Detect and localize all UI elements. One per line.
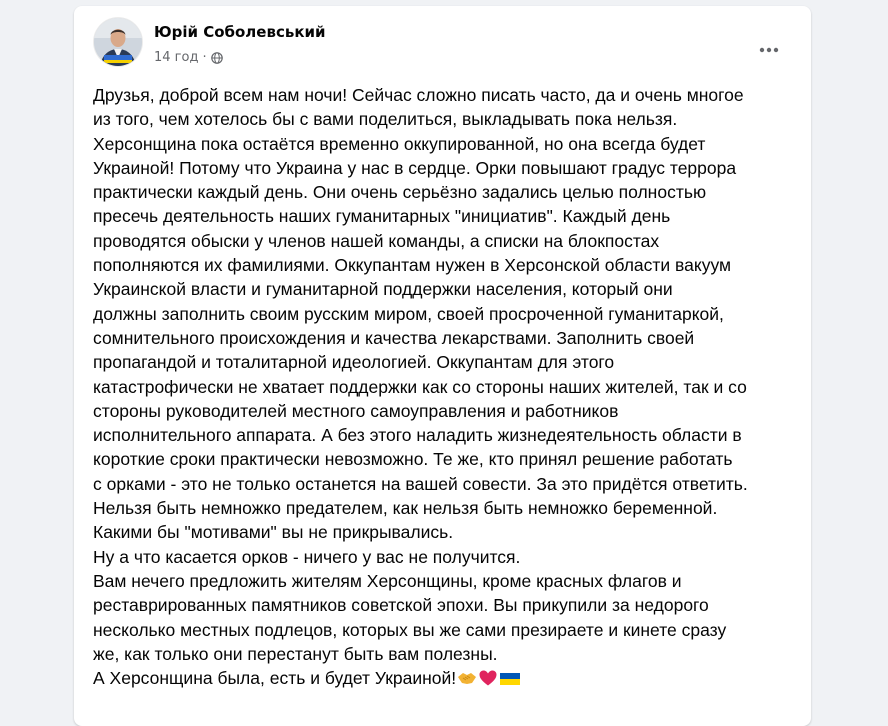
post-card (74, 6, 811, 726)
post-line: Херсонщина пока остаётся временно оккупированной, но она всегда будет (93, 133, 706, 154)
author-avatar[interactable] (94, 18, 142, 66)
post-line: несколько местных подлецов, которых вы же сами презираете и кинете сразу (93, 619, 727, 640)
author-name[interactable]: Юрій Соболевський (154, 23, 326, 41)
more-options-button[interactable] (751, 32, 787, 68)
post-line: практически каждый день. Они очень серьёзно задались целью полностью (93, 182, 707, 203)
post-line: пропагандой и тоталитарной идеологией. Оккупантам для этого (93, 352, 615, 373)
post-line: из того, чем хотелось бы с вами поделиться, выкладывать пока нельзя. (93, 109, 678, 130)
post-line: катастрофически не хватает поддержки как со стороны наших жителей, так и со (93, 376, 747, 397)
post-timestamp[interactable]: 14 год (154, 50, 199, 65)
meta-separator: · (202, 50, 207, 65)
post-line: Ну а что касается орков - ничего у вас не получится. (93, 546, 521, 567)
post-line: Вам нечего предложить жителям Херсонщины, кроме красных флагов и (93, 570, 682, 591)
post-line: Какими бы "мотивами" вы не прикрывались. (93, 522, 454, 543)
post-line: сомнительного происхождения и качества лекарствами. Заполнить своей (93, 327, 695, 348)
post-line: Друзья, доброй всем нам ночи! Сейчас сложно писать часто, да и очень многое (93, 85, 744, 105)
post-line: же, как только они перестанут быть вам полезны. (93, 643, 498, 664)
post-line: А Херсонщина была, есть и будет Украиной! (93, 668, 457, 689)
ukraine-flag-emoji (499, 669, 521, 693)
red-heart-emoji (478, 669, 498, 693)
more-horizontal-icon (759, 47, 779, 53)
post-line: проводятся обыски у членов нашей команды, а списки на блокпостах (93, 230, 660, 251)
post-line: пресечь деятельность наших гуманитарных "инициатив". Каждый день (93, 206, 671, 227)
post-line: должны заполнить своим русским миром, своей просроченной гуманитаркой, (93, 303, 724, 324)
post-line: Нельзя быть немножко предателем, как нельзя быть немножко беременной. (93, 498, 718, 519)
post-line: с орками - это не только останется на вашей совести. За это придётся ответить. (93, 473, 748, 494)
handshake-emoji (457, 669, 477, 693)
globe-icon[interactable] (211, 52, 223, 64)
post-header (94, 18, 795, 78)
post-meta (154, 50, 223, 65)
post-line: стороны руководителей местного самоуправления и работников (93, 400, 619, 421)
post-line: пополняются их фамилиями. Оккупантам нужен в Херсонской области вакуум (93, 255, 732, 276)
author-photo (94, 18, 142, 66)
post-line: Украинской власти и гуманитарной поддержки населения, который они (93, 279, 673, 300)
post-line: исполнительного аппарата. А без этого наладить жизнедеятельность области в (93, 425, 742, 446)
post-text (93, 83, 803, 693)
post-last-line (93, 666, 803, 693)
post-line: реставрированных памятников советской эпохи. Вы прикупили за недорого (93, 595, 709, 616)
post-line: короткие сроки практически невозможно. Те же, кто принял решение работать (93, 449, 733, 470)
post-line: Украиной! Потому что Украина у нас в сердце. Орки повышают градус террора (93, 157, 737, 178)
